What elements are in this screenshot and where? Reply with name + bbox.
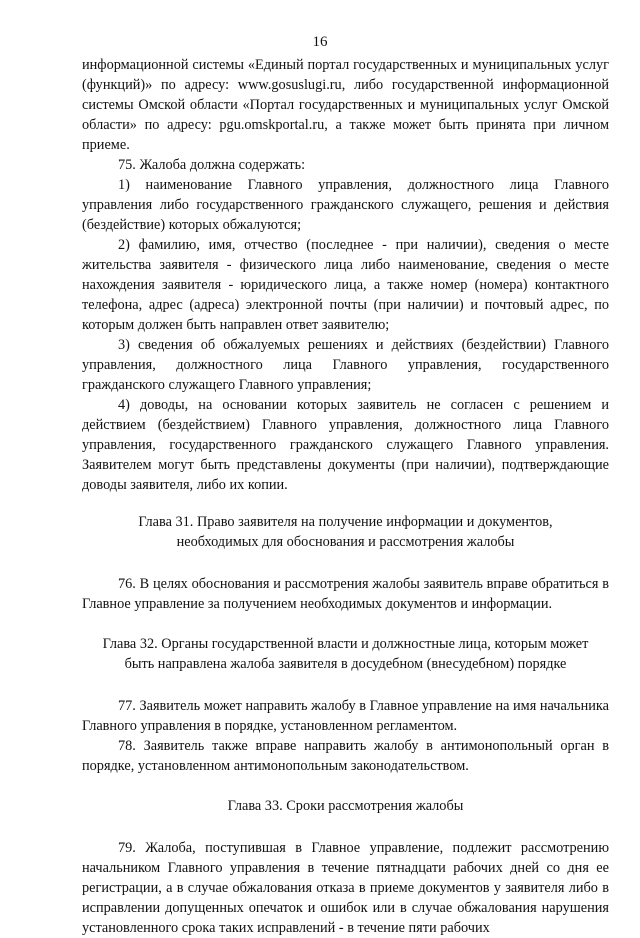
paragraph-75-item-2: 2) фамилию, имя, отчество (последнее - при наличии), сведения о месте жительства заявителя - физического лица либо наименование, сведения о месте нахождения заявителя - юридического лица, а также номер (номера) контактного телефона, адрес (адреса) электронной почты (при наличии) и почтовый адрес, по которым должен быть направлен ответ заявителю; xyxy=(82,237,609,333)
paragraph-77: 77. Заявитель может направить жалобу в Главное управление на имя начальника Главного управления в порядке, установленном регламентом. xyxy=(82,698,609,734)
page-number: 16 xyxy=(312,34,328,50)
paragraph-75: 75. Жалоба должна содержать: xyxy=(118,157,306,173)
chapter-31-heading-line-1: Глава 31. Право заявителя на получение информации и документов, xyxy=(138,514,553,530)
chapter-32-heading-line-2: быть направлена жалоба заявителя в досудебном (внесудебном) порядке xyxy=(124,656,567,672)
chapter-32-heading-line-1: Глава 32. Органы государственной власти и должностные лица, которым может xyxy=(102,636,589,652)
paragraph-75-item-1: 1) наименование Главного управления, должностного лица Главного управления либо государственного гражданского служащего, решения и действия (бездействие) которых обжалуются; xyxy=(82,177,609,233)
chapter-31-heading-line-2: необходимых для обоснования и рассмотрения жалобы xyxy=(176,534,515,550)
document-body xyxy=(82,55,609,938)
paragraph-78: 78. Заявитель также вправе направить жалобу в антимонопольный орган в порядке, установленном антимонопольным законодательством. xyxy=(82,738,609,774)
paragraph-75-item-3: 3) сведения об обжалуемых решениях и действиях (бездействии) Главного управления, должностного лица Главного управления, государственного гражданского служащего Главного управления; xyxy=(82,337,609,393)
paragraph-79: 79. Жалоба, поступившая в Главное управление, подлежит рассмотрению начальником Главного управления в течение пятнадцати рабочих дней со дня ее регистрации, а в случае обжалования отказа в приеме документов у заявителя либо в исправлении допущенных опечаток и ошибок или в случае обжалования нарушения установленного срока таких исправлений - в течение пяти рабочих xyxy=(82,840,609,936)
chapter-33-heading: Глава 33. Сроки рассмотрения жалобы xyxy=(227,798,464,814)
paragraph-76: 76. В целях обоснования и рассмотрения жалобы заявитель вправе обратиться в Главное управление за получением необходимых документов и информации. xyxy=(82,576,609,612)
paragraph-continuation: информационной системы «Единый портал государственных и муниципальных услуг (функций)» по адресу: www.gosuslugi.ru, либо государственной информационной системы Омской области «Портал государственных и муниципальных услуг Омской области» по адресу: pgu.omskportal.ru, а также может быть принята при личном приеме. xyxy=(82,57,609,153)
paragraph-75-item-4: 4) доводы, на основании которых заявитель не согласен с решением и действием (бездействием) Главного управления, должностного лица Главного управления, государственного гражданского служащего Главного управления. Заявителем могут быть представлены документы (при наличии), подтверждающие доводы заявителя, либо их копии. xyxy=(82,397,609,493)
